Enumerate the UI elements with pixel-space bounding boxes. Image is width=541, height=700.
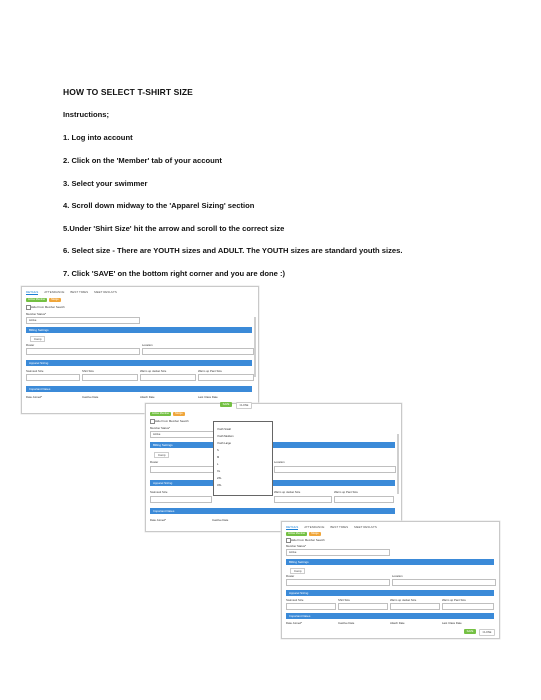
billing-header: Billing Settings (26, 327, 252, 333)
step-1: 1. Log into account (63, 133, 133, 142)
billing-header: Billing Settings (150, 442, 395, 448)
apparel-header: Apparel Sizing (26, 360, 252, 366)
status-badge[interactable]: Active Member (288, 532, 306, 535)
size-option[interactable]: Youth Large (217, 442, 231, 445)
swimsuit-label: Swimsuit Size (286, 598, 304, 602)
date-joined-label: Date Joined* (150, 518, 167, 522)
save-button[interactable]: SAVE (464, 629, 476, 634)
pant-label: Warm up Pant Size (442, 598, 466, 602)
location-label: Location (274, 460, 285, 464)
member-tabs (286, 525, 377, 530)
size-option[interactable]: 2XL (217, 477, 222, 480)
location-select[interactable] (274, 466, 396, 473)
roster-label: Roster (150, 460, 159, 464)
tab-meet-results[interactable]: MEET RESULTS (354, 525, 377, 529)
pant-label: Warm up Pant Size (334, 490, 358, 494)
jacket-select[interactable] (140, 374, 196, 381)
step-6: 6. Select size - There are YOUTH sizes and ADULT. The YOUTH sizes are standard youth sizes. (63, 246, 403, 255)
member-status-select[interactable]: Active (286, 549, 390, 556)
member-status-select[interactable]: Active (150, 431, 272, 438)
pant-select[interactable] (334, 496, 394, 503)
instructions-heading: Instructions; (63, 110, 109, 119)
billing-tag: Comp (154, 452, 169, 458)
swimsuit-select[interactable] (150, 496, 212, 503)
swimsuit-select[interactable] (286, 603, 336, 610)
location-select[interactable] (392, 579, 496, 586)
location-select[interactable] (142, 348, 254, 355)
location-label: Location (142, 343, 153, 347)
status-badges-3 (286, 532, 321, 536)
billing-tag: Comp (290, 568, 305, 574)
step-2: 2. Click on the 'Member' tab of your account (63, 156, 222, 165)
tab-best-times[interactable]: BEST TIMES (330, 525, 349, 529)
jacket-label: Warm up Jacket Size (390, 598, 417, 602)
hide-label: Hide From Member Search (291, 538, 325, 542)
shirt-label: Shirt Size (82, 369, 94, 373)
roster-label: Roster (286, 574, 295, 578)
swimsuit-label: Swimsuit Size (150, 490, 168, 494)
member-status-label: Member Status* (286, 544, 307, 548)
size-option[interactable]: M (217, 456, 220, 459)
inactive-date-label: Inactive Date (338, 621, 355, 625)
jacket-select[interactable] (390, 603, 440, 610)
shirt-select[interactable] (82, 374, 138, 381)
member-status-select[interactable]: Active (26, 317, 140, 324)
tab-best-times[interactable]: BEST TIMES (70, 290, 89, 294)
billing-header: Billing Settings (286, 559, 494, 565)
tab-details[interactable]: DETAILS (286, 525, 299, 529)
tab-meet-results[interactable]: MEET RESULTS (94, 290, 117, 294)
size-option[interactable]: L (217, 463, 219, 466)
jacket-label: Warm up Jacket Size (274, 490, 301, 494)
size-option[interactable]: Youth Small (217, 428, 231, 431)
close-button[interactable]: CLOSE (236, 402, 252, 409)
document-title: HOW TO SELECT T-SHIRT SIZE (63, 87, 193, 97)
size-option[interactable]: 3XL (217, 484, 222, 487)
dates-header: Important Dates (26, 386, 252, 392)
step-5: 5.Under 'Shirt Size' hit the arrow and scroll to the correct size (63, 224, 285, 233)
jacket-select[interactable] (274, 496, 332, 503)
size-option[interactable]: S (217, 449, 219, 452)
status-badge[interactable]: Active Member (28, 298, 46, 301)
dates-header: Important Dates (286, 613, 494, 619)
date-joined-label: Date Joined* (26, 395, 43, 399)
apparel-header: Apparel Sizing (286, 590, 494, 596)
step-7: 7. Click 'SAVE' on the bottom right corner and you are done :) (63, 269, 286, 278)
swimsuit-select[interactable] (26, 374, 80, 381)
scrollbar[interactable] (397, 434, 399, 494)
pant-select[interactable] (198, 374, 254, 381)
dates-header: Important Dates (150, 508, 395, 514)
billing-tag: Comp (30, 336, 45, 342)
screenshot-shirt-dropdown (145, 403, 402, 532)
tab-attendance[interactable]: ATTENDANCE (304, 525, 325, 529)
step-4: 4. Scroll down midway to the 'Apparel Sizing' section (63, 201, 255, 210)
merge-badge[interactable]: Merge (311, 532, 319, 535)
inactive-date-label: Inactive Date (212, 518, 229, 522)
roster-select[interactable] (286, 579, 390, 586)
last-class-label: Last Class Date (198, 395, 218, 399)
swimsuit-label: Swimsuit Size (26, 369, 44, 373)
screenshot-member-details (21, 286, 259, 414)
status-badges-2 (150, 412, 185, 416)
roster-label: Roster (26, 343, 35, 347)
shirt-label: Shirt Size (338, 598, 350, 602)
merge-badge[interactable]: Merge (51, 298, 59, 301)
merge-badge[interactable]: Merge (175, 412, 183, 415)
step-3: 3. Select your swimmer (63, 179, 148, 188)
pant-label: Warm up Pant Size (198, 369, 222, 373)
pant-select[interactable] (442, 603, 494, 610)
jacket-label: Warm up Jacket Size (140, 369, 167, 373)
close-button[interactable]: CLOSE (479, 629, 495, 636)
apparel-header: Apparel Sizing (150, 480, 395, 486)
date-joined-label: Date Joined* (286, 621, 303, 625)
attach-date-label: Attach Date (390, 621, 405, 625)
tab-details[interactable]: DETAILS (26, 290, 39, 294)
shirt-size-dropdown[interactable] (213, 421, 273, 496)
scrollbar[interactable] (254, 317, 256, 377)
shirt-select[interactable] (338, 603, 388, 610)
size-option[interactable]: Youth Medium (217, 435, 234, 438)
location-label: Location (392, 574, 403, 578)
member-status-label: Member Status* (26, 312, 47, 316)
last-class-label: Last Class Date (442, 621, 462, 625)
inactive-date-label: Inactive Date (82, 395, 99, 399)
status-badge[interactable]: Active Member (152, 412, 170, 415)
size-option[interactable]: XL (217, 470, 221, 473)
hide-label: Hide From Member Search (155, 419, 189, 423)
roster-select[interactable] (26, 348, 140, 355)
screenshot-save (281, 521, 500, 639)
member-status-label: Member Status* (150, 426, 171, 430)
hide-label: Hide From Member Search (31, 305, 65, 309)
save-button[interactable]: SAVE (220, 402, 232, 407)
attach-date-label: Attach Date (140, 395, 155, 399)
tab-attendance[interactable]: ATTENDANCE (44, 290, 65, 294)
member-tabs (26, 290, 117, 295)
status-badges (26, 298, 61, 302)
